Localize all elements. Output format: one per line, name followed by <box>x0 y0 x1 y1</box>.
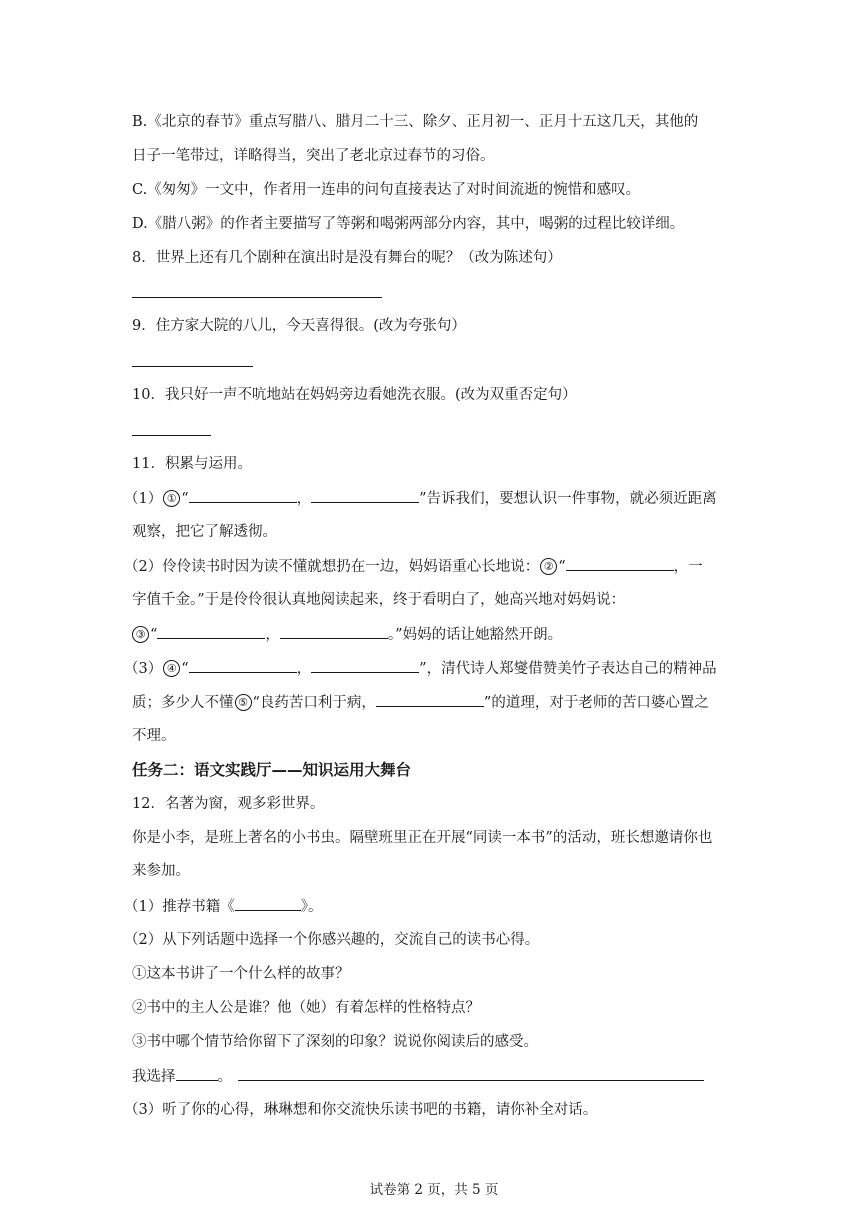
circled-number-2: ② <box>540 558 557 575</box>
book-title-blank[interactable] <box>235 896 301 911</box>
q11-part3-line3: 不理。 <box>132 728 176 744</box>
blank-4b[interactable] <box>311 658 419 673</box>
q11-part3-line2 <box>132 692 709 713</box>
q12-part1 <box>124 896 322 917</box>
blank-3a[interactable] <box>157 624 265 639</box>
page-footer: 试卷第 2 页，共 5 页 <box>369 1182 499 1198</box>
q11-part2-line1 <box>124 556 703 577</box>
topic-1: ①这本书讲了一个什么样的故事？ <box>132 966 350 982</box>
q11-part1-line2: 观察，把它了解透彻。 <box>132 524 277 540</box>
q11-3-tail: ”，清代诗人郑燮借赞美竹子表达自己的精神品 <box>419 661 717 677</box>
question-11: 11．积累与运用。 <box>132 456 252 472</box>
q12-1-text: （1）推荐书籍《 <box>124 899 235 915</box>
q11-3-line2-b: “良药苦口利于病， <box>252 695 376 711</box>
circled-number-5: ⑤ <box>235 694 252 711</box>
q11-2-tail: ，一 <box>673 559 703 575</box>
q11-3-line2-c: ”的道理，对于老师的苦口婆心置之 <box>483 695 709 711</box>
q11-part2-line3 <box>132 624 562 645</box>
question-8: 8．世界上还有几个剧种在演出时是没有舞台的呢？（改为陈述句） <box>132 250 562 266</box>
open-quote: “ <box>181 661 189 677</box>
blank-1a[interactable] <box>189 488 297 503</box>
option-c: C.《匆匆》一文中，作者用一连串的问句直接表达了对时间流逝的惋惜和感叹。 <box>132 182 641 198</box>
choose-period: 。 <box>217 1069 232 1085</box>
answer-line-q8[interactable] <box>132 297 382 298</box>
blank-3b[interactable] <box>280 624 388 639</box>
q12-part2: （2）从下列话题中选择一个你感兴趣的，交流自己的读书心得。 <box>124 932 540 948</box>
task2-heading: 任务二：语文实践厅——知识运用大舞台 <box>132 761 412 779</box>
q11-part2-line2: 字值千金。”于是伶伶很认真地阅读起来，终于看明白了，她高兴地对妈妈说： <box>132 592 626 608</box>
q11-1-tail: ”告诉我们，要想认识一件事物，就必须近距离 <box>419 491 717 507</box>
open-quote: “ <box>558 559 566 575</box>
option-b-line1: B.《北京的春节》重点写腊八、腊月二十三、除夕、正月初一、正月十五这几天，其他的 <box>132 114 699 130</box>
circled-number-4: ④ <box>163 660 180 677</box>
q11-part1-line1 <box>124 488 717 509</box>
q11-1-prefix: （1） <box>124 491 163 507</box>
open-quote: “ <box>181 491 189 507</box>
circled-number-3: ③ <box>132 626 149 643</box>
question-9: 9．住方家大院的八儿，今天喜得很。(改为夸张句） <box>132 318 466 334</box>
q12-part3: （3）听了你的心得，琳琳想和你交流快乐读书吧的书籍，请你补全对话。 <box>124 1102 598 1118</box>
reflection-blank[interactable] <box>238 1066 704 1081</box>
question-10: 10．我只好一声不吭地站在妈妈旁边看她洗衣服。(改为双重否定句） <box>132 387 577 403</box>
blank-1b[interactable] <box>311 488 419 503</box>
answer-line-q10[interactable] <box>132 435 211 436</box>
blank-4a[interactable] <box>189 658 297 673</box>
comma: ， <box>296 491 312 507</box>
option-d: D.《腊八粥》的作者主要描写了等粥和喝粥两部分内容，其中，喝粥的过程比较详细。 <box>132 216 685 232</box>
choice-blank[interactable] <box>176 1066 218 1081</box>
comma: ， <box>296 661 312 677</box>
q11-3-prefix: （3） <box>124 661 163 677</box>
topic-2: ②书中的主人公是谁？他（她）有着怎样的性格特点？ <box>132 1000 480 1016</box>
q11-part3-line1 <box>124 658 717 679</box>
choose-label: 我选择 <box>132 1069 176 1085</box>
question-12: 12．名著为窗，观多彩世界。 <box>132 796 325 812</box>
circled-number-1: ① <box>163 490 180 507</box>
q12-1-close: 》。 <box>300 899 323 915</box>
q11-2-tail3: 。”妈妈的话让她豁然开朗。 <box>387 627 563 643</box>
topic-3: ③书中哪个情节给你留下了深刻的印象？说说你阅读后的感受。 <box>132 1034 538 1050</box>
q11-2-text: （2）伶伶读书时因为读不懂就想扔在一边，妈妈语重心长地说： <box>124 559 540 575</box>
q11-3-line2-a: 质；多少人不懂 <box>132 695 234 711</box>
open-quote: “ <box>150 627 158 643</box>
option-b-line2: 日子一笔带过，详略得当，突出了老北京过春节的习俗。 <box>132 148 495 164</box>
blank-5[interactable] <box>376 692 484 707</box>
q12-intro-line1: 你是小李，是班上著名的小书虫。隔壁班里正在开展“同读一本书”的活动，班长想邀请你也 <box>132 830 713 846</box>
blank-2[interactable] <box>566 556 674 571</box>
comma: ， <box>265 627 280 643</box>
q12-intro-line2: 来参加。 <box>132 863 190 879</box>
answer-line-q9[interactable] <box>132 366 253 367</box>
choose-line <box>132 1066 704 1087</box>
